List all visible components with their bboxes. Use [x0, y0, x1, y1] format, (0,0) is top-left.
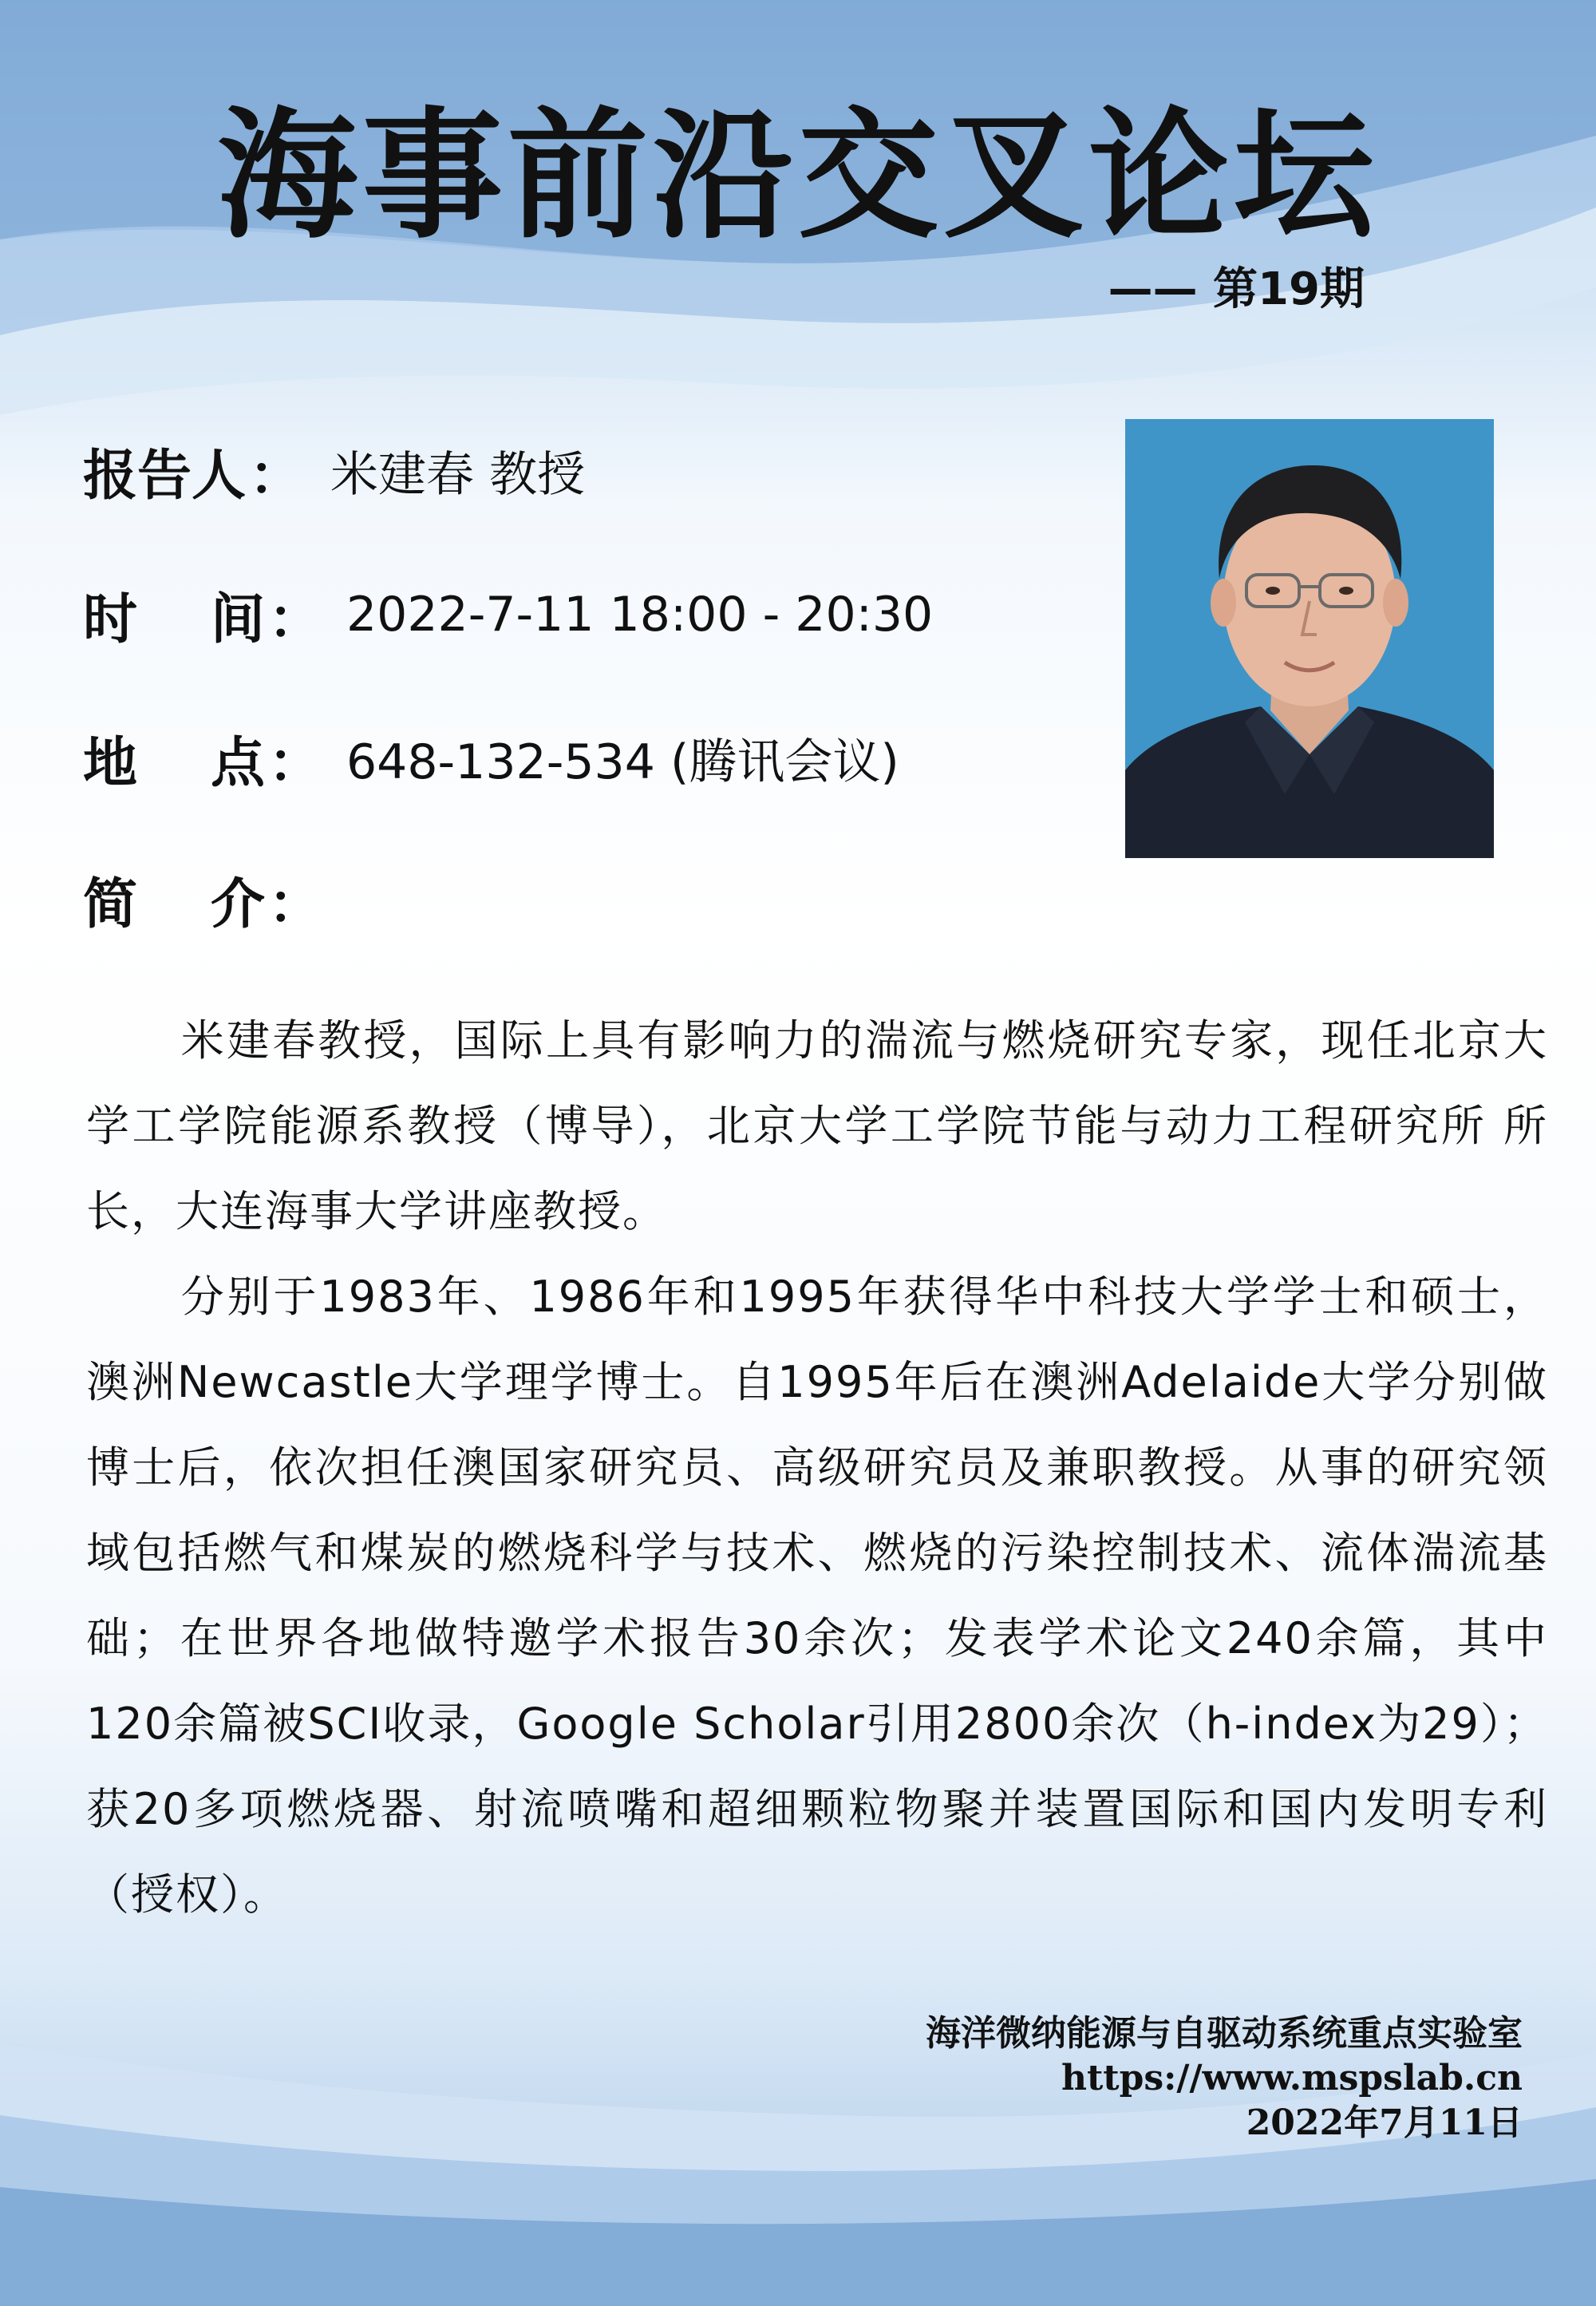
time-label-char-2: 间：: [210, 587, 322, 651]
time-label-char-1: 时: [83, 587, 138, 651]
meeting-id: 648-132-534 (腾讯会议): [346, 734, 899, 790]
info-row-speaker: [83, 427, 585, 515]
speaker-label: [83, 433, 314, 510]
intro-label-char-1: 简: [83, 872, 138, 936]
place-label: [83, 720, 322, 797]
info-row-time: [83, 571, 933, 659]
issue-number: —— 第19期: [1108, 263, 1365, 315]
portrait-illustration: [1125, 419, 1494, 858]
page-title: 海事前沿交叉论坛: [216, 93, 1379, 258]
poster-date: 2022年7月11日: [1246, 2102, 1523, 2143]
time-label: [83, 576, 322, 654]
lab-url[interactable]: https://www.mspslab.cn: [1061, 2058, 1523, 2098]
speaker-name: 米建春 教授: [330, 447, 586, 503]
portrait-ear-left: [1211, 579, 1236, 627]
info-row-place: [83, 714, 899, 802]
speaker-label-text: 报告人: [83, 444, 247, 508]
lab-name: 海洋微纳能源与自驱动系统重点实验室: [926, 2013, 1523, 2054]
info-row-intro: [83, 856, 322, 943]
label-colon: ：: [249, 444, 304, 508]
place-label-char-1: 地: [83, 731, 138, 795]
bio-paragraph-2: 分别于1983年、1986年和1995年获得华中科技大学学士和硕士，澳洲Newcastle大学理学博士。自1995年后在澳洲Adelaide大学分别做博士后，依次担任澳国家研究员、高级研究员及兼职教授。从事的研究领域包括燃气和煤炭的燃烧科学与技术、燃烧的污染控制技术、流体湍流基础；在世界各地做特邀学术报告30余次；发表学术论文240余篇，其中120余篇被SCI收录，Google Scholar引用2800余次（h-index为29）；获20多项燃烧器、射流喷嘴和超细颗粒物聚并装置国际和国内发明专利（授权）。: [86, 1272, 1548, 1920]
intro-label: [83, 861, 322, 939]
portrait-ear-right: [1383, 579, 1408, 627]
intro-label-char-2: 介：: [210, 872, 322, 936]
speaker-photo: [1125, 419, 1494, 858]
place-label-char-2: 点：: [210, 731, 322, 795]
bio-paragraph-1: 米建春教授，国际上具有影响力的湍流与燃烧研究专家，现任北京大学工学院能源系教授（博导），北京大学工学院节能与动力工程研究所 所长，大连海事大学讲座教授。: [86, 1015, 1548, 1236]
footer: [725, 2011, 1523, 2146]
speaker-biography: [86, 998, 1548, 1937]
time-value: 2022-7-11 18:00 - 20:30: [346, 587, 934, 643]
